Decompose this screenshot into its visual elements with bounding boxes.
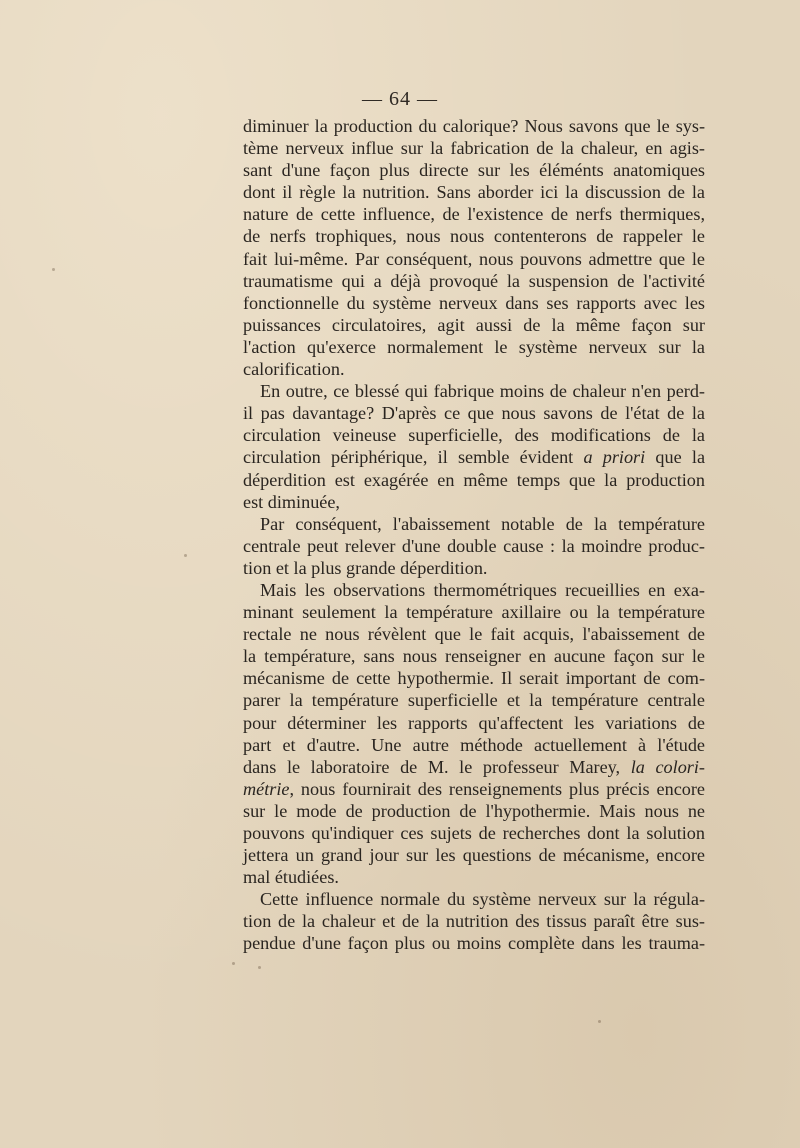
text-line: pouvons qu'indiquer ces sujets de recherches dont la solution (243, 823, 705, 843)
text-line: En outre, ce blessé qui fabrique moins de chaleur n'en perd- (260, 381, 705, 402)
text-line: centrale peut relever d'une double cause : la moindre produc- (243, 535, 705, 556)
italic-run: métrie (243, 778, 290, 799)
text-line: diminuer la production du calorique? Nous savons que le sys- (243, 116, 705, 136)
text-line: la température, sans nous renseigner en aucune façon sur le (243, 646, 705, 667)
text-line: traumatisme qui a déjà provoqué la suspension de l'activité (243, 270, 705, 291)
text-line (243, 756, 705, 778)
text-line: l'action qu'exerce normalement le système nerveux sur la (243, 336, 705, 357)
text-line (243, 778, 705, 800)
text-line: fonctionnelle du système nerveux dans ses rapports avec les (243, 292, 705, 313)
text-line: calorification. (243, 359, 345, 380)
text-line: dont il règle la nutrition. Sans aborder ici la discussion de la (243, 182, 705, 203)
text-line: pour déterminer les rapports qu'affectent les variations de (243, 712, 705, 733)
text-line: puissances circulatoires, agit aussi de la même façon sur (243, 314, 705, 335)
text-line: est diminuée, (243, 491, 340, 512)
text-line: Cette influence normale du système nerveux sur la régula- (260, 889, 705, 910)
italic-run: a priori (583, 447, 646, 468)
paper-speck (258, 966, 261, 969)
text-line: rectale ne nous révèlent que le fait acquis, l'abaissement de (243, 624, 705, 645)
text-line: tion et la plus grande déperdition. (243, 557, 488, 578)
text-line (243, 446, 705, 468)
paper-speck (52, 268, 55, 271)
paper-speck (232, 962, 235, 965)
text-line: mal étudiées. (243, 867, 339, 888)
text-line: sur le mode de production de l'hypothermie. Mais nous ne (243, 800, 705, 821)
text-line: jettera un grand jour sur les questions de mécanisme, encore (243, 845, 705, 866)
text-line: mécanisme de cette hypothermie. Il serait important de com- (243, 668, 705, 689)
body-text (243, 115, 705, 955)
paper-speck (184, 554, 187, 557)
text-line: part et d'autre. Une autre méthode actuellement à l'étude (243, 734, 705, 755)
paper-speck (598, 1020, 601, 1023)
text-line: de nerfs trophiques, nous nous contenterons de rappeler le (243, 226, 705, 247)
text-line: tion de la chaleur et de la nutrition des tissus paraît être sus- (243, 911, 705, 932)
text-line: circulation veineuse superficielle, des modifications de la (243, 425, 705, 446)
text-run: que la (645, 447, 706, 468)
text-run: circulation périphérique, il semble évident (243, 447, 584, 468)
text-line: Mais les observations thermométriques recueillies en exa- (260, 579, 705, 600)
text-line: minant seulement la température axillaire ou la température (243, 602, 705, 623)
text-run: , nous fournirait des renseignements plus précis encore (289, 778, 705, 799)
text-line: déperdition est exagérée en même temps que la production (243, 469, 705, 490)
text-line: sant d'une façon plus directe sur les éléménts anatomiques (243, 160, 705, 181)
text-line: tème nerveux influe sur la fabrication de la chaleur, en agis- (243, 138, 705, 159)
text-line: parer la température superficielle et la température centrale (243, 690, 705, 711)
italic-run: la colori- (630, 756, 705, 777)
text-line: pendue d'une façon plus ou moins complète dans les trauma- (243, 933, 705, 954)
text-line: fait lui-même. Par conséquent, nous pouvons admettre que le (243, 248, 705, 269)
text-run: dans le laboratoire de M. le professeur Marey, (243, 756, 631, 777)
text-line: nature de cette influence, de l'existence de nerfs thermiques, (243, 204, 705, 225)
page-number: — 64 — (362, 88, 438, 110)
text-line: il pas davantage? D'après ce que nous savons de l'état de la (243, 403, 705, 424)
text-line: Par conséquent, l'abaissement notable de la température (260, 513, 705, 534)
